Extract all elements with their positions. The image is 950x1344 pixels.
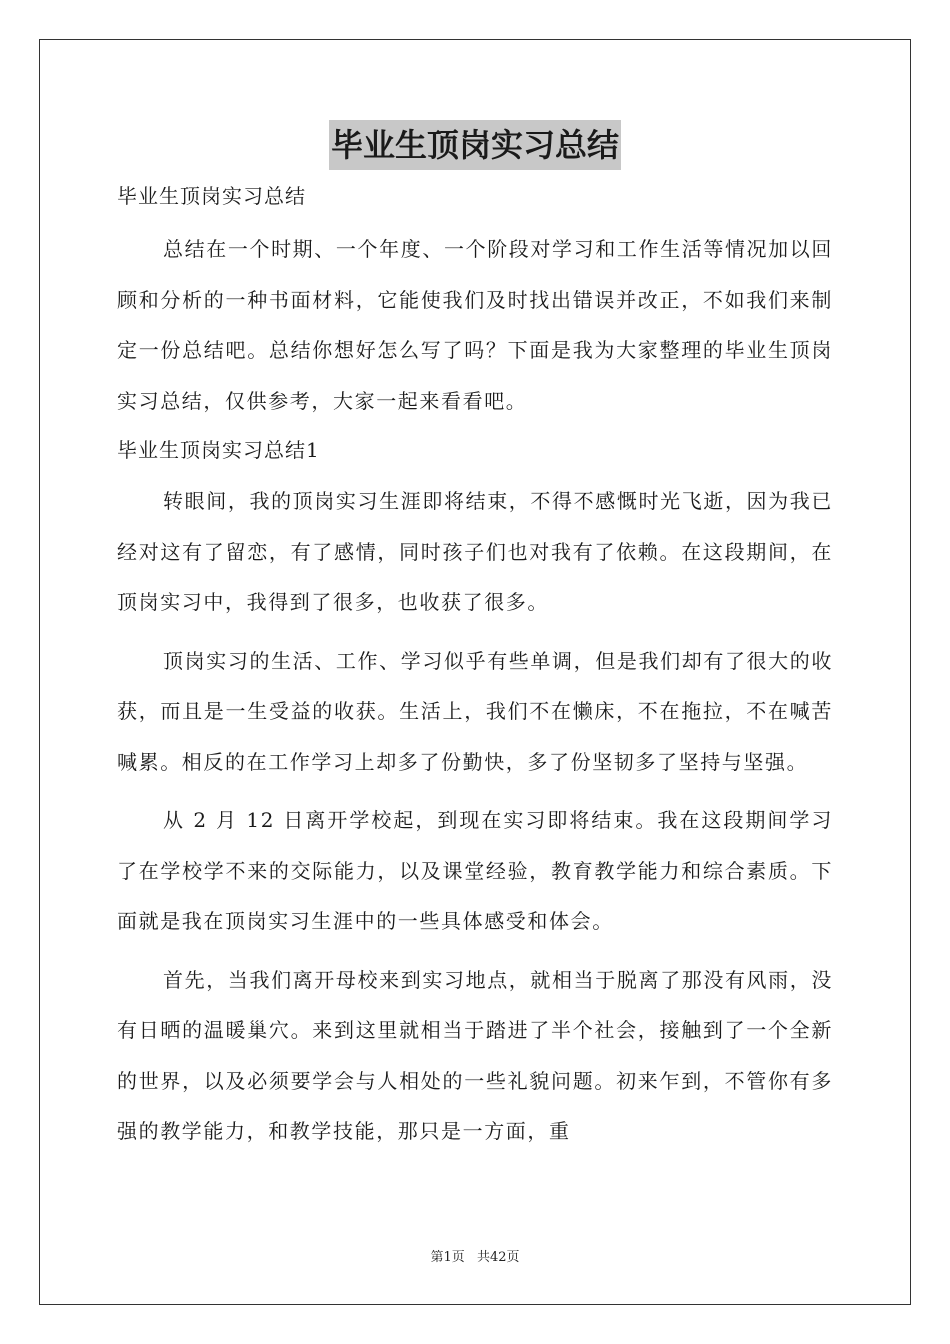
document-body (117, 120, 833, 1157)
body-paragraph-3: 从 2 月 12 日离开学校起，到现在实习即将结束。我在这段期间学习了在学校学不来的交际能力，以及课堂经验，教育教学能力和综合素质。下面就是我在顶岗实习生涯中的一些具体感受和体会。 (117, 808, 833, 933)
section-heading: 毕业生顶岗实习总结1 (117, 438, 320, 462)
page-total: 共42页 (476, 1250, 520, 1265)
page-footer (0, 1246, 950, 1265)
paragraph-gap (117, 628, 833, 636)
title-wrap (117, 120, 833, 172)
intro-paragraph: 总结在一个时期、一个年度、一个阶段对学习和工作生活等情况加以回顾和分析的一种书面材料，它能使我们及时找出错误并改正，不如我们来制定一份总结吧。总结你想好怎么写了吗？下面是我为大家整理的毕业生顶岗实习总结，仅供参考，大家一起来看看吧。 (117, 237, 833, 413)
page-number: 第1页 (430, 1250, 465, 1265)
body-paragraph-4: 首先，当我们离开母校来到实习地点，就相当于脱离了那没有风雨，没有日晒的温暖巢穴。来到这里就相当于踏进了半个社会，接触到了一个全新的世界，以及必须要学会与人相处的一些礼貌问题。初来乍到，不管你有多强的教学能力，和教学技能，那只是一方面，重 (117, 967, 833, 1143)
document-subtitle: 毕业生顶岗实习总结 (117, 184, 306, 208)
document-title: 毕业生顶岗实习总结 (329, 120, 621, 170)
paragraph-gap (117, 947, 833, 955)
paragraph-gap (117, 787, 833, 795)
body-paragraph-1: 转眼间，我的顶岗实习生涯即将结束，不得不感慨时光飞逝，因为我已经对这有了留恋，有了感情，同时孩子们也对我有了依赖。在这段期间，在顶岗实习中，我得到了很多，也收获了很多。 (117, 489, 833, 614)
body-paragraph-2: 顶岗实习的生活、工作、学习似乎有些单调，但是我们却有了很大的收获，而且是一生受益的收获。生活上，我们不在懒床，不在拖拉，不在喊苦喊累。相反的在工作学习上却多了份勤快，多了份坚韧多了坚持与坚强。 (117, 648, 833, 774)
